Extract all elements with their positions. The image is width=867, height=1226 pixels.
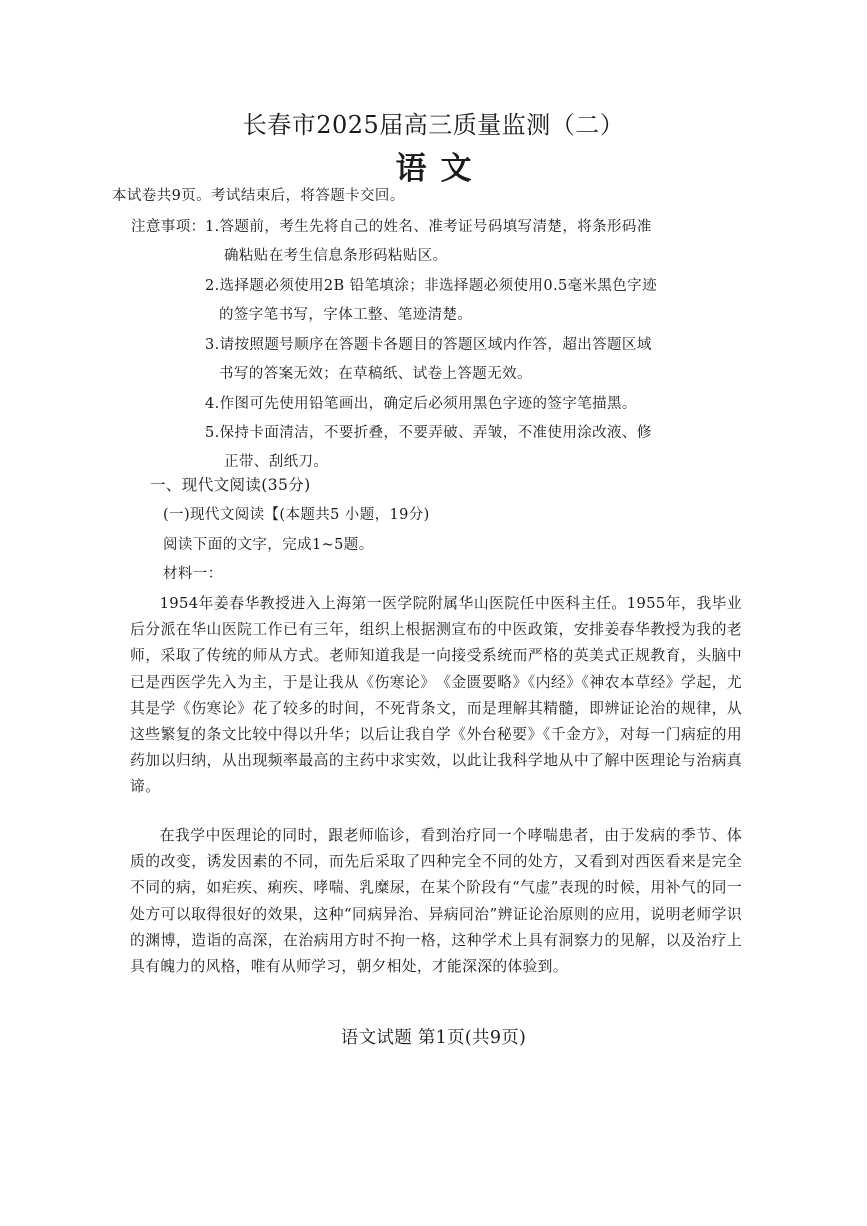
notice-item-2-line-1: 2.选择题必须使用2B 铅笔填涂；非选择题必须使用0.5毫米黑色字迹 — [205, 278, 657, 294]
subsection-heading: (一)现代文阅读【(本题共5 小题，19分) — [163, 507, 430, 523]
notice-item-3-line-1: 3.请按照题号顺序在答题卡各题目的答题区域内作答，超出答题区域 — [205, 337, 652, 353]
paragraph-1: 1954年姜春华教授进入上海第一医学院附属华山医院任中医科主任。1955年，我毕业后分派在华山医院工作已有三年，组织上根据测宣布的中医政策，安排姜春华教授为我的老师，采取了传统的师从方式。老师知道我是一向接受系统而严格的英美式正规教育，头脑中已是西医学先入为主，于是让我从《伤寒论》 《金匮要略》《内经》《神农本草经》学起，尤其是学《伤寒论》花了较多的时间，不死背条文，而是理解其精髓，即辨证论治的规律，从这些繁复的条文比较中得以升华；以后让我自学《外台秘要》《千金方》，对每一门病症的用药加以归纳，从出现频率最高的主药中求实效，以此让我科学地从中了解中医理论与治病真谛。 — [130, 595, 742, 796]
notice-item-1-line-1: 1.答题前，考生先将自己的姓名、准考证号码填写清楚，将条形码准 — [205, 219, 652, 235]
notices-label: 注意事项： — [131, 219, 206, 235]
section-heading: 一、现代文阅读(35分) — [150, 476, 311, 494]
page-footer: 语文试题 第1页(共9页) — [340, 1028, 527, 1048]
notice-item-5-line-2: 正带、刮纸刀。 — [224, 454, 329, 470]
notice-item-5-line-1: 5.保持卡面清洁，不要折叠，不要弄破、弄皱，不准使用涂改液、修 — [205, 425, 652, 441]
material-label: 材料一： — [163, 566, 223, 582]
notice-item-3-line-2: 书写的答案无效；在草稿纸、试卷上答题无效。 — [219, 366, 532, 382]
subject-title: 语文 — [395, 151, 486, 187]
paragraph-2: 在我学中医理论的同时，跟老师临诊，看到治疗同一个哮喘患者，由于发病的季节、体质的改变，诱发因素的不同，而先后采取了四种完全不同的处方，又看到对西医看来是完全不同的病，如疟疾、痢疾、哮喘、乳糜尿，在某个阶段有“气虚”表现的时候，用补气的同一处方可以取得很好的效果，这种“同病异治、异病同治”辨证论治原则的应用，说明老师学识的渊博，造诣的高深，在治病用方时不拘一格，这种学术上具有洞察力的见解，以及治疗上具有魄力的风格，唯有从师学习，朝夕相处，才能深深的体验到。 — [130, 827, 742, 976]
notice-item-2-line-2: 的签字笔书写，字体工整、笔迹清楚。 — [219, 307, 473, 323]
intro-text: 本试卷共9页。考试结束后，将答题卡交回。 — [112, 188, 405, 204]
reading-instruction: 阅读下面的文字，完成1~5题。 — [163, 537, 374, 553]
notice-item-4-line-1: 4.作图可先使用铅笔画出，确定后必须用黑色字迹的签字笔描黑。 — [205, 396, 637, 412]
exam-title: 长春市2025届高三质量监测（二） — [242, 111, 625, 139]
notice-item-1-line-2: 确粘贴在考生信息条形码粘贴区。 — [224, 248, 448, 264]
